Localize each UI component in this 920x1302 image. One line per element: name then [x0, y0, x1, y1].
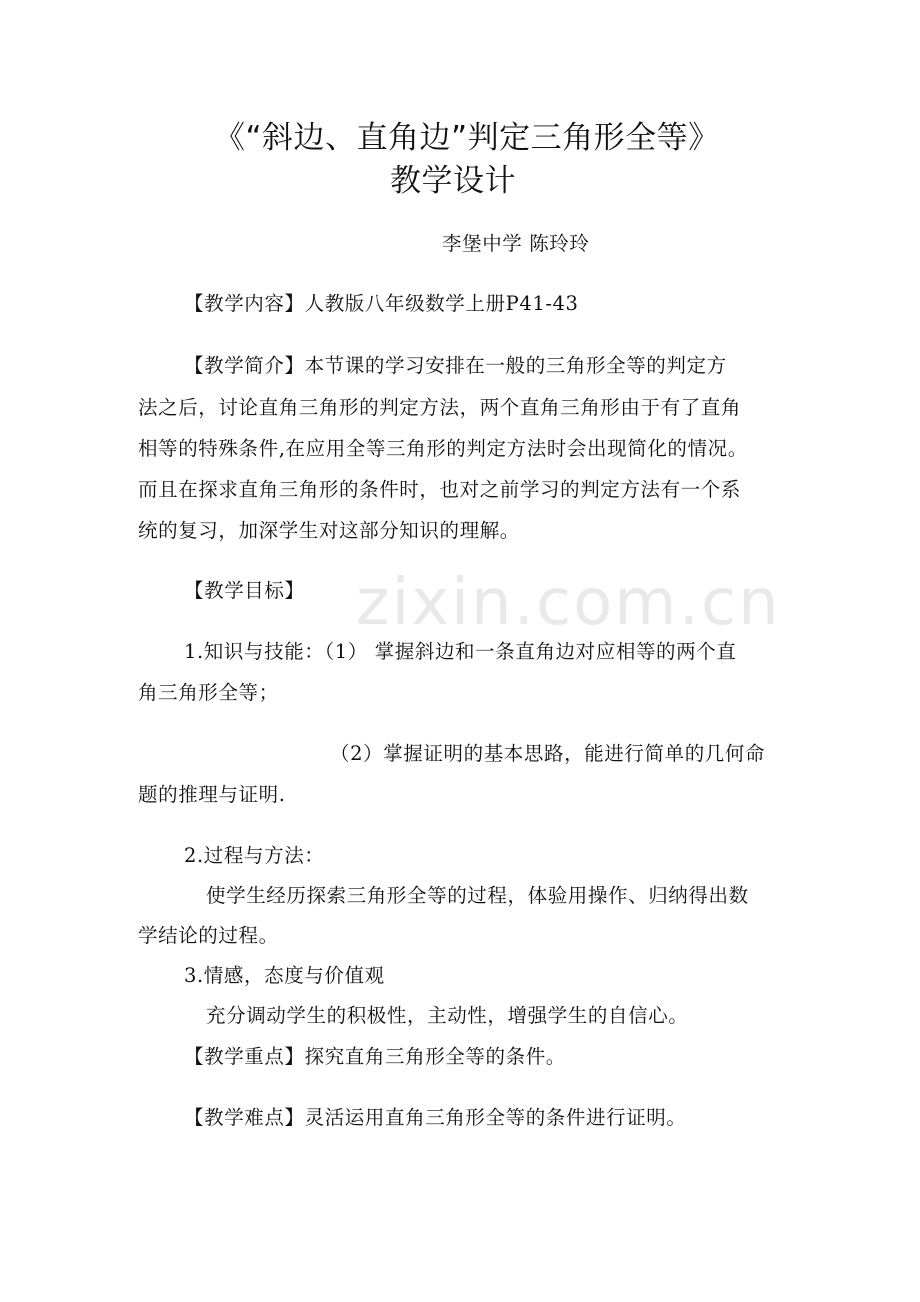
difficulty	[184, 1102, 687, 1130]
document-title-line1: 《“斜边、直角边”判定三角形全等》	[214, 120, 720, 156]
goals-label: 【教学目标】	[184, 579, 305, 602]
goal-2-heading: 2.过程与方法：	[184, 844, 325, 867]
goal-1-line-3: （2）掌握证明的基本思路，能进行简单的几何命	[330, 742, 766, 765]
intro-line-3: 相等的特殊条件,在应用全等三角形的判定方法时会出现简化的情况。	[138, 437, 748, 460]
keypoint-text: 探究直角三角形全等的条件。	[304, 1045, 566, 1068]
goal-3-line-1: 充分调动学生的积极性，主动性，增强学生的自信心。	[206, 1004, 689, 1027]
intro-line-2: 法之后，讨论直角三角形的判定方法，两个直角三角形由于有了直角	[138, 396, 742, 419]
keypoint-label: 【教学重点】	[184, 1045, 305, 1068]
intro-label: 【教学简介】	[184, 354, 305, 377]
difficulty-text: 灵活运用直角三角形全等的条件进行证明。	[304, 1106, 687, 1129]
teaching-content	[184, 288, 579, 316]
author-line: 李堡中学 陈玲玲	[442, 232, 590, 255]
teaching-content-text: 人教版八年级数学上册P41-43	[304, 292, 579, 315]
intro-line-5: 统的复习，加深学生对这部分知识的理解。	[138, 519, 520, 542]
difficulty-label: 【教学难点】	[184, 1106, 305, 1129]
goal-1-line-4: 题的推理与证明.	[138, 783, 286, 806]
goal-1-line-2: 角三角形全等；	[138, 681, 279, 704]
teaching-content-label: 【教学内容】	[184, 292, 305, 315]
goal-3-heading: 3.情感，态度与价值观	[184, 964, 385, 987]
watermark: zixin.com.cn	[356, 566, 781, 640]
keypoint	[184, 1041, 566, 1069]
intro-text-first: 本节课的学习安排在一般的三角形全等的判定方	[304, 354, 727, 377]
intro-line-1	[184, 350, 727, 378]
intro-line-4: 而且在探求直角三角形的条件时，也对之前学习的判定方法有一个系	[138, 478, 742, 501]
document-title-line2: 教学设计	[390, 163, 516, 199]
goal-2-line-1: 使学生经历探索三角形全等的过程，体验用操作、归纳得出数	[206, 884, 749, 907]
goal-2-line-2: 学结论的过程。	[138, 924, 279, 947]
goal-1-line-1: 1.知识与技能：（1） 掌握斜边和一条直角边对应相等的两个直	[184, 640, 737, 663]
